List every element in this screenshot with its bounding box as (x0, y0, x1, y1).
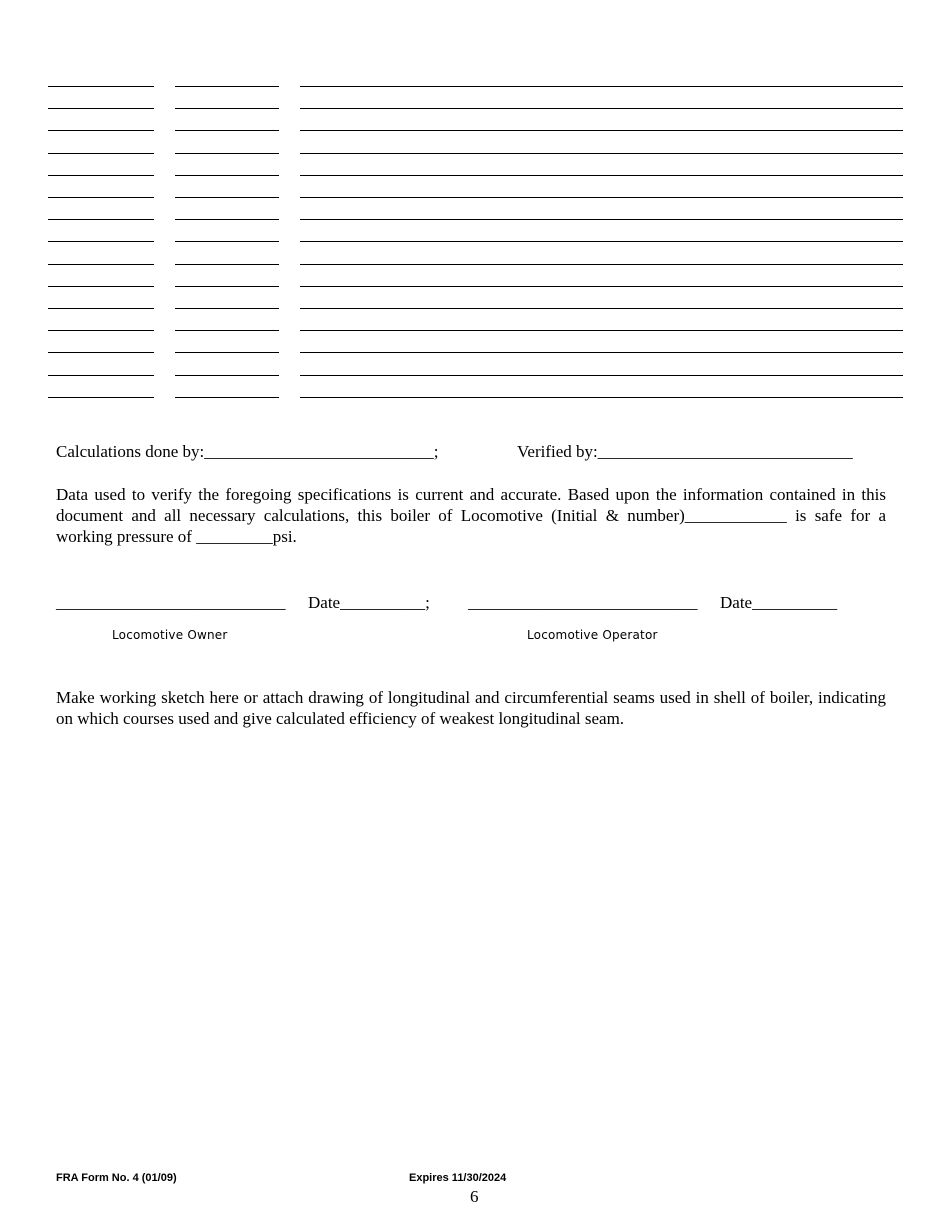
calculations-blank[interactable]: ___________________________ (204, 442, 434, 461)
ruled-line-col3[interactable] (300, 264, 903, 265)
ruled-line-col1[interactable] (48, 175, 154, 176)
operator-date-label: Date (720, 593, 753, 612)
signature-separator: ; (425, 593, 430, 612)
owner-date-line (308, 592, 430, 613)
calculations-separator: ; (433, 442, 439, 461)
ruled-line-col2[interactable] (175, 153, 279, 154)
ruled-line-col1[interactable] (48, 397, 154, 398)
ruled-line-col2[interactable] (175, 397, 279, 398)
ruled-line-col3[interactable] (300, 330, 903, 331)
owner-signature-line (56, 592, 286, 613)
ruled-line-col2[interactable] (175, 108, 279, 109)
ruled-line-col3[interactable] (300, 175, 903, 176)
calculations-line (56, 441, 439, 462)
ruled-line-col3[interactable] (300, 130, 903, 131)
verified-label: Verified by: (517, 442, 598, 461)
verified-blank[interactable]: ______________________________ (597, 442, 853, 461)
certification-statement: Data used to verify the foregoing specifications is current and accurate. Based upon the information contained in this document and all necessary calculations, this boiler of Locomotive (Initial & number)____________ is safe for a working pressure of _________psi. (56, 485, 886, 546)
owner-date-label: Date (308, 593, 341, 612)
ruled-line-col1[interactable] (48, 108, 154, 109)
ruled-line-col1[interactable] (48, 130, 154, 131)
owner-signature-blank[interactable]: ___________________________ (56, 593, 286, 612)
ruled-line-col1[interactable] (48, 330, 154, 331)
owner-label: Locomotive Owner (112, 628, 228, 642)
ruled-line-col3[interactable] (300, 86, 903, 87)
operator-date-line (720, 592, 837, 613)
ruled-line-col2[interactable] (175, 330, 279, 331)
page-number: 6 (470, 1187, 479, 1206)
ruled-line-col2[interactable] (175, 130, 279, 131)
expiration-date: Expires 11/30/2024 (409, 1172, 507, 1184)
sketch-instructions: Make working sketch here or attach drawing of longitudinal and circumferential seams used in shell of boiler, indicating on which courses used and give calculated efficiency of weakest longitudinal seam. (56, 688, 886, 728)
ruled-line-col3[interactable] (300, 397, 903, 398)
operator-signature-line (468, 592, 698, 613)
ruled-line-col1[interactable] (48, 352, 154, 353)
ruled-line-col3[interactable] (300, 153, 903, 154)
ruled-line-col2[interactable] (175, 352, 279, 353)
ruled-entry-grid (0, 0, 950, 420)
ruled-line-col3[interactable] (300, 241, 903, 242)
ruled-line-col3[interactable] (300, 197, 903, 198)
ruled-line-col1[interactable] (48, 197, 154, 198)
ruled-line-col2[interactable] (175, 197, 279, 198)
calculations-label: Calculations done by: (56, 442, 205, 461)
ruled-line-col1[interactable] (48, 264, 154, 265)
operator-label: Locomotive Operator (527, 628, 658, 642)
ruled-line-col3[interactable] (300, 286, 903, 287)
ruled-line-col1[interactable] (48, 219, 154, 220)
ruled-line-col3[interactable] (300, 108, 903, 109)
owner-date-blank[interactable]: __________ (340, 593, 426, 612)
ruled-line-col2[interactable] (175, 219, 279, 220)
ruled-line-col2[interactable] (175, 286, 279, 287)
ruled-line-col1[interactable] (48, 286, 154, 287)
ruled-line-col3[interactable] (300, 375, 903, 376)
ruled-line-col1[interactable] (48, 375, 154, 376)
ruled-line-col2[interactable] (175, 308, 279, 309)
ruled-line-col1[interactable] (48, 241, 154, 242)
ruled-line-col3[interactable] (300, 352, 903, 353)
ruled-line-col2[interactable] (175, 175, 279, 176)
ruled-line-col3[interactable] (300, 219, 903, 220)
verified-line (517, 441, 853, 462)
ruled-line-col1[interactable] (48, 308, 154, 309)
ruled-line-col2[interactable] (175, 86, 279, 87)
ruled-line-col1[interactable] (48, 153, 154, 154)
ruled-line-col1[interactable] (48, 86, 154, 87)
operator-date-blank[interactable]: __________ (752, 593, 838, 612)
ruled-line-col2[interactable] (175, 241, 279, 242)
ruled-line-col2[interactable] (175, 264, 279, 265)
ruled-line-col3[interactable] (300, 308, 903, 309)
ruled-line-col2[interactable] (175, 375, 279, 376)
operator-signature-blank[interactable]: ___________________________ (468, 593, 698, 612)
form-number: FRA Form No. 4 (01/09) (56, 1172, 177, 1184)
